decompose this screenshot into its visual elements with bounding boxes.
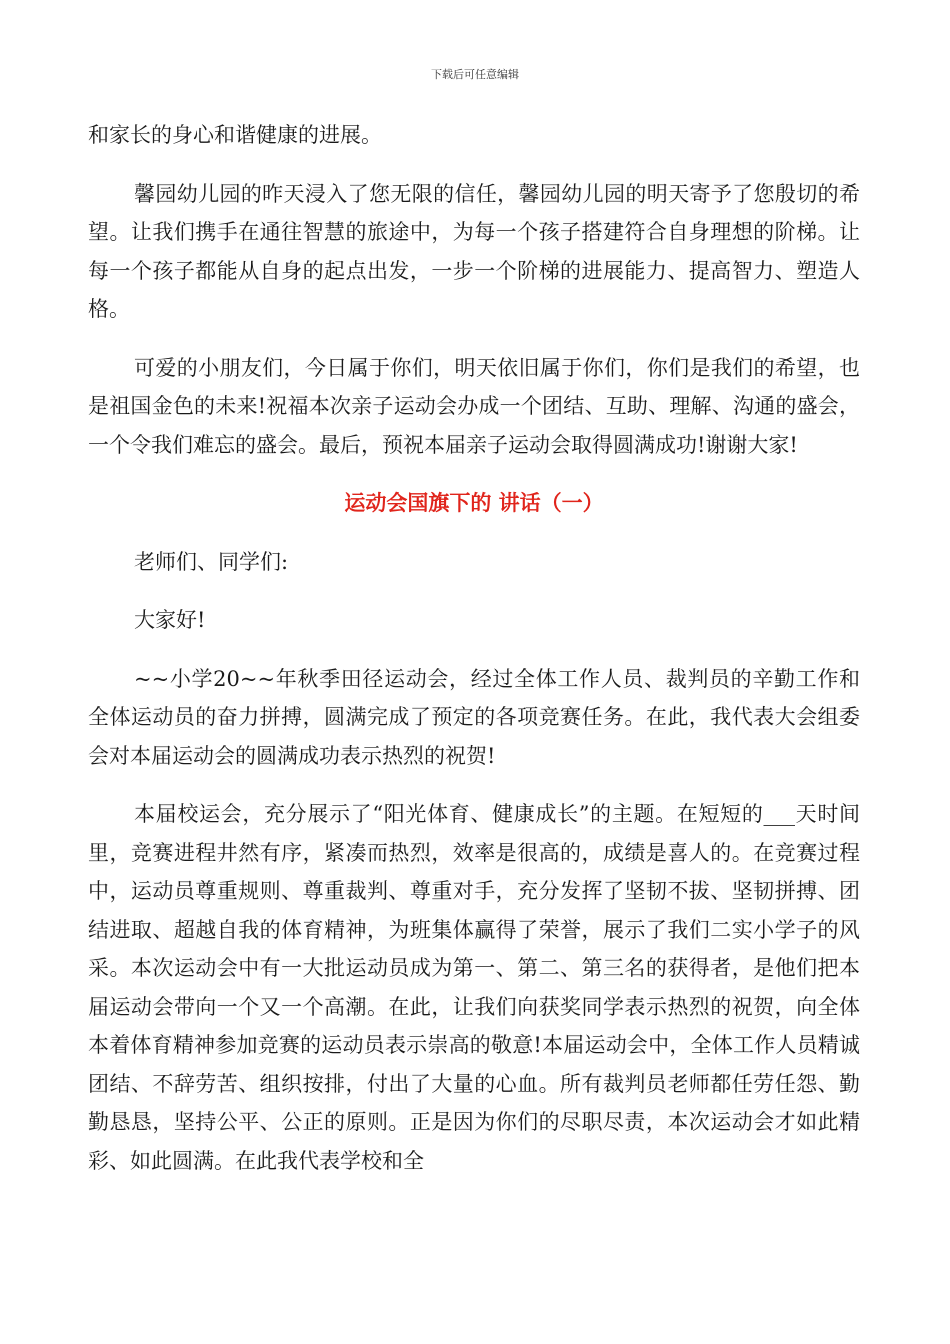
paragraph: ~~小学20~~年秋季田径运动会，经过全体工作人员、裁判员的辛勤工作和全体运动员的奋力拼搏，圆满完成了预定的各项竞赛任务。在此，我代表大会组委会对本届运动会的圆满成功表示热烈的祝贺! (88, 666, 860, 768)
paragraph: 本届校运会，充分展示了“阳光体育、健康成长”的主题。在短短的___天时间里，竞赛进程井然有序，紧凑而热烈，效率是很高的，成绩是喜人的。在竞赛过程中，运动员尊重规则、尊重裁判、尊重对手，充分发挥了坚韧不拔、坚韧拼搏、团结进取、超越自我的体育精神，为班集体赢得了荣誉，展示了我们二实小学子的风采。本次运动会中有一大批运动员成为第一、第二、第三名的获得者，是他们把本届运动会带向一个又一个高潮。在此，让我们向获奖同学表示热烈的祝贺，向全体本着体育精神参加竞赛的运动员表示崇高的敬意!本届运动会中，全体工作人员精诚团结、不辞劳苦、组织按排，付出了大量的心血。所有裁判员老师都任劳任怨、勤勤恳恳，坚持公平、公正的原则。正是因为你们的尽职尽责，本次运动会才如此精彩、如此圆满。在此我代表学校和全 (88, 802, 860, 1173)
paragraph: 可爱的小朋友们，今日属于你们，明天依旧属于你们，你们是我们的希望，也是祖国金色的未来!祝福本次亲子运动会办成一个团结、互助、理解、沟通的盛会，一个令我们难忘的盛会。最后，预祝本届亲子运动会取得圆满成功!谢谢大家! (88, 355, 860, 457)
greeting: 大家好! (134, 608, 206, 632)
section-title: 运动会国旗下的 讲话（一） (344, 491, 604, 515)
page-header: 下载后可任意编辑 (431, 68, 519, 81)
paragraph-continued: 和家长的身心和谐健康的进展。 (88, 123, 382, 147)
salutation: 老师们、同学们: (134, 549, 289, 574)
document-body (88, 116, 860, 1200)
paragraph: 馨园幼儿园的昨天浸入了您无限的信任，馨园幼儿园的明天寄予了您殷切的希望。让我们携手在通往智慧的旅途中，为每一个孩子搭建符合自身理想的阶梯。让每一个孩子都能从自身的起点出发，一步一个阶梯的进展能力、提高智力、塑造人格。 (88, 181, 860, 321)
